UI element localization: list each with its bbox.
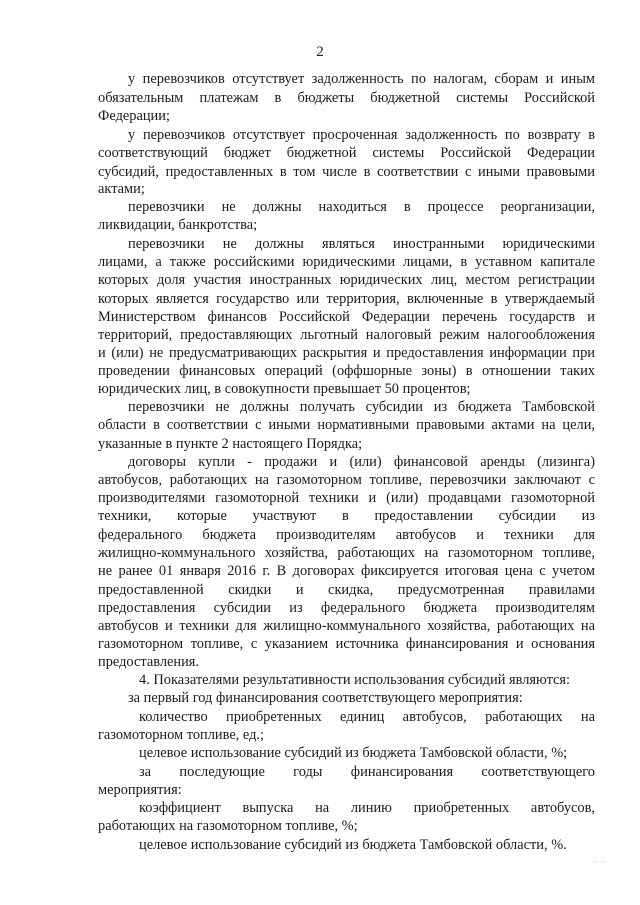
- text-line: территорий, предоставляющих льготный налоговый режим налогообложения: [98, 327, 595, 343]
- text-line: за первый год финансирования соответствующего мероприятия:: [128, 690, 523, 706]
- text-line: Министерством финансов Российской Федерации перечень государств и: [98, 309, 595, 325]
- text-line: газомоторном топливе, с указанием источника финансирования и основания: [98, 636, 595, 652]
- text-line: автобусов и техники для жилищно-коммунального хозяйства, работающих на: [98, 618, 595, 634]
- text-line: газомоторном топливе, ед.;: [98, 727, 265, 743]
- text-line: у перевозчиков отсутствует задолженность по налогам, сборам и иным: [128, 71, 595, 87]
- text-line: коэффициент выпуска на линию приобретенных автобусов,: [139, 800, 595, 816]
- text-line: мероприятия:: [98, 782, 182, 798]
- text-line: юридических лиц, в совокупности превышает 50 процентов;: [98, 381, 471, 397]
- page-number: 2: [316, 44, 324, 60]
- text-line: перевозчики не должны находиться в процессе реорганизации,: [128, 199, 595, 215]
- text-line: перевозчики не должны получать субсидии из бюджета Тамбовской: [128, 399, 595, 415]
- text-line: предоставленной скидки и скидка, предусмотренная правилами: [98, 582, 595, 598]
- scan-speck: . .: [594, 855, 606, 864]
- text-line: лицами, а также российскими юридическими лицами, в уставном капитале: [98, 254, 595, 270]
- text-line: целевое использование субсидий из бюджета Тамбовской области, %.: [139, 837, 567, 853]
- text-line: предоставления.: [98, 654, 200, 670]
- text-line: не ранее 01 января 2016 г. В договорах фиксируется итоговая цена с учетом: [98, 563, 595, 579]
- text-line: за последующие годы финансирования соответствующего: [139, 764, 595, 780]
- text-line: которых является государство или территория, включенные в утверждаемый: [98, 291, 595, 307]
- text-line: указанные в пункте 2 настоящего Порядка;: [98, 436, 363, 452]
- text-line: обязательным платежам в бюджеты бюджетной системы Российской: [98, 90, 595, 106]
- text-line: Федерации;: [98, 108, 170, 124]
- text-line: и (или) не предусматривающих раскрытия и предоставления информации при: [98, 345, 595, 361]
- text-line: федерального бюджета производителям автобусов и техники для: [98, 527, 595, 543]
- text-line: договоры купли - продажи и (или) финансовой аренды (лизинга): [128, 454, 595, 470]
- text-line: 4. Показателями результативности использования субсидий являются:: [139, 672, 571, 688]
- text-line: проведении финансовых операций (оффшорные зоны) в отношении таких: [98, 363, 595, 379]
- text-line: работающих на газомоторном топливе, %;: [98, 818, 358, 834]
- text-line: производителями газомоторной техники и (или) продавцами газомоторной: [98, 490, 595, 506]
- text-line: области в соответствии с иными нормативными правовыми актами на цели,: [98, 417, 595, 433]
- text-line: техники, которые участвуют в предоставлении субсидии из: [98, 508, 595, 524]
- text-line: актами;: [98, 181, 145, 197]
- text-line: соответствующий бюджет бюджетной системы Российской Федерации: [98, 145, 595, 161]
- text-line: целевое использование субсидий из бюджета Тамбовской области, %;: [139, 745, 568, 761]
- text-line: которых доля участия иностранных юридических лиц, местом регистрации: [98, 272, 595, 288]
- text-line: перевозчики не должны являться иностранными юридическими: [128, 236, 595, 252]
- text-line: автобусов, работающих на газомоторном топливе, перевозчики заключают с: [98, 472, 595, 488]
- text-line: жилищно-коммунального хозяйства, работающих на газомоторном топливе,: [98, 545, 595, 561]
- text-line: предоставления субсидии из федерального бюджета производителям: [98, 600, 595, 616]
- text-line: ликвидации, банкротства;: [98, 217, 258, 233]
- text-line: количество приобретенных единиц автобусов, работающих на: [139, 709, 595, 725]
- text-line: у перевозчиков отсутствует просроченная задолженность по возврату в: [128, 127, 595, 143]
- text-line: субсидий, предоставленных в том числе в соответствии с иными правовыми: [98, 164, 595, 180]
